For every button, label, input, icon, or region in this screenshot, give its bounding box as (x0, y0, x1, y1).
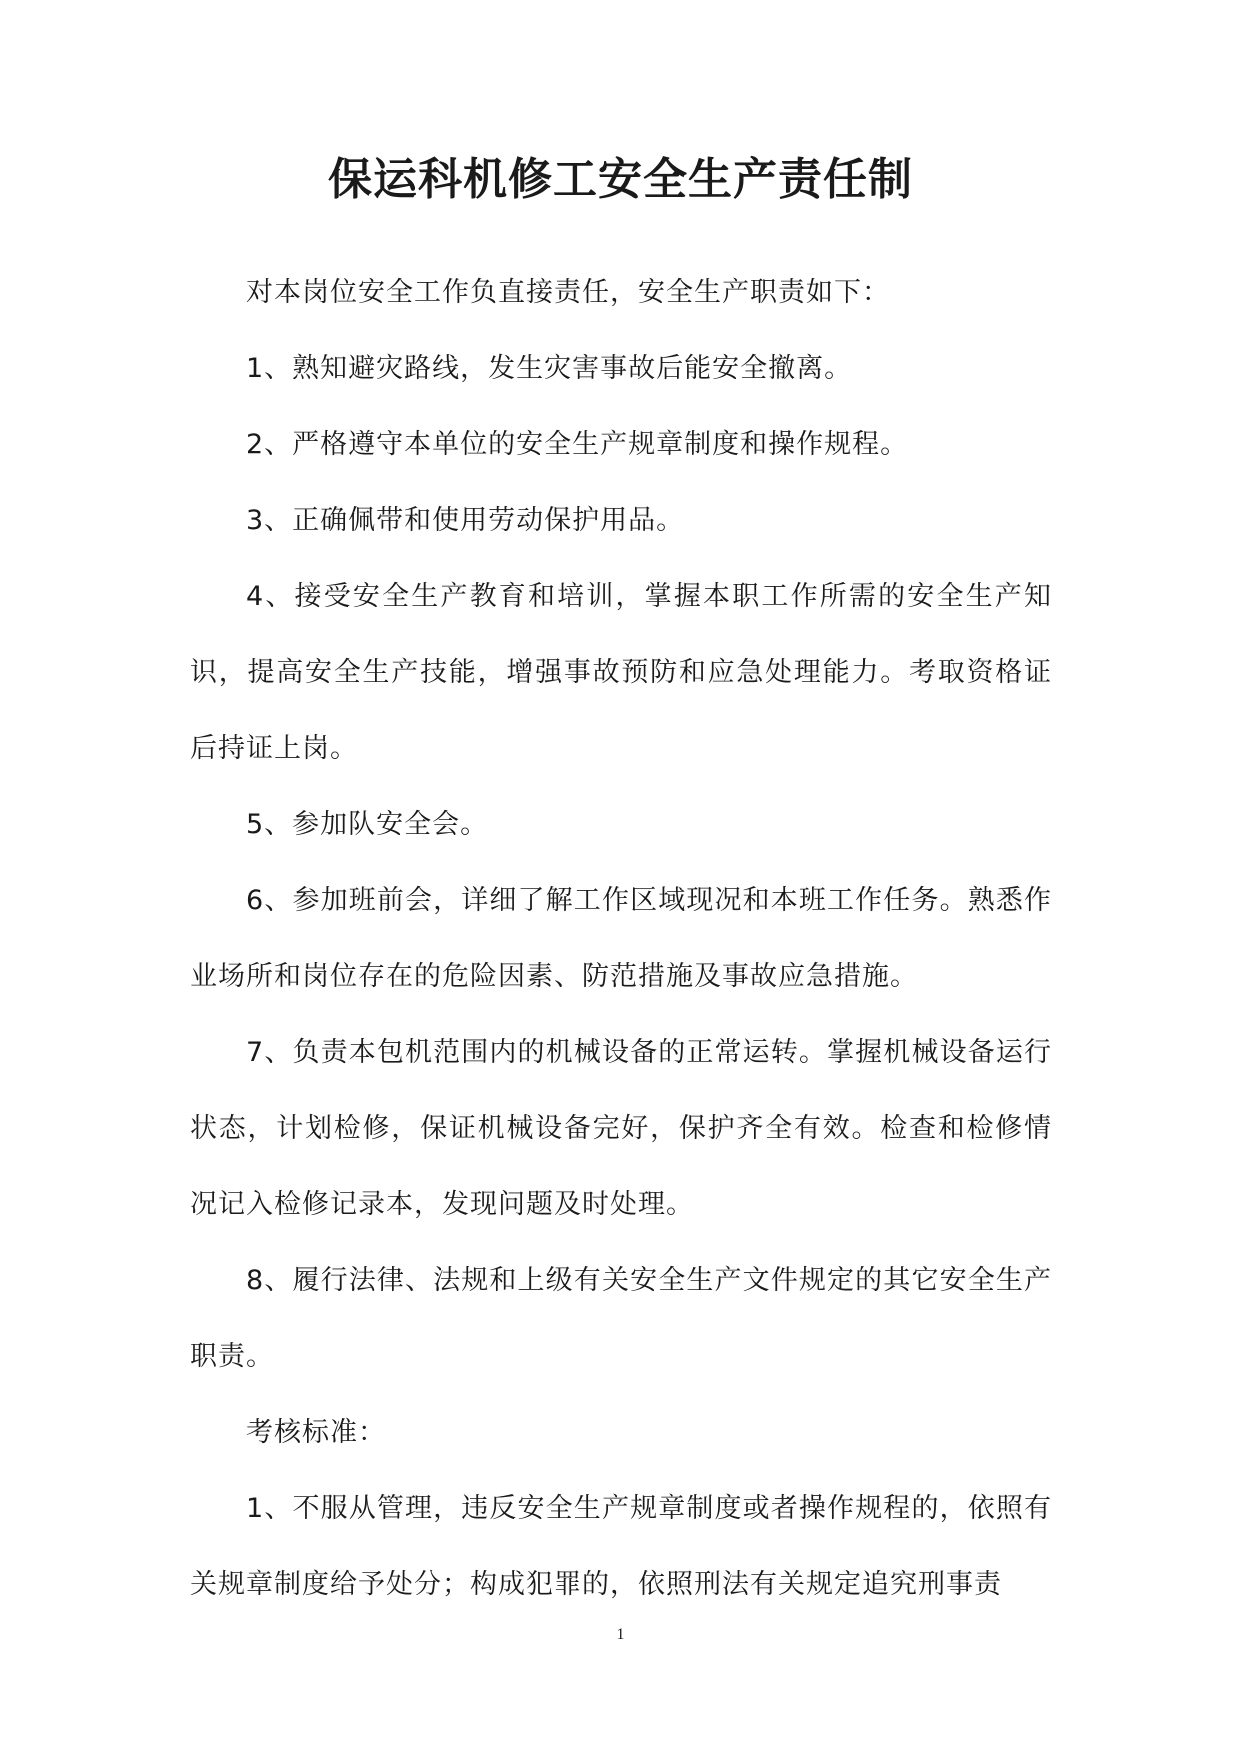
duty-item-2: 2、严格遵守本单位的安全生产规章制度和操作规程。 (246, 429, 909, 460)
duty-item-3: 3、正确佩带和使用劳动保护用品。 (246, 505, 685, 536)
duty-item-6: 6、参加班前会，详细了解工作区域现况和本班工作任务。熟悉作业场所和岗位存在的危险因素、防范措施及事故应急措施。 (190, 885, 1052, 992)
duty-item-4: 4、接受安全生产教育和培训，掌握本职工作所需的安全生产知识，提高安全生产技能，增强事故预防和应急处理能力。考取资格证后持证上岗。 (190, 581, 1052, 764)
duty-item-5: 5、参加队安全会。 (246, 809, 489, 840)
assessment-item-1: 1、不服从管理，违反安全生产规章制度或者操作规程的，依照有关规章制度给予处分；构成犯罪的，依照刑法有关规定追究刑事责 (190, 1493, 1052, 1600)
page-number: 1 (616, 1626, 625, 1643)
duty-item-7: 7、负责本包机范围内的机械设备的正常运转。掌握机械设备运行状态，计划检修，保证机械设备完好，保护齐全有效。检查和检修情况记入检修记录本，发现问题及时处理。 (190, 1037, 1052, 1220)
duty-item-1: 1、熟知避灾路线，发生灾害事故后能安全撤离。 (246, 353, 853, 384)
duty-item-8: 8、履行法律、法规和上级有关安全生产文件规定的其它安全生产职责。 (190, 1265, 1052, 1372)
document-body (190, 255, 1052, 1623)
intro-paragraph: 对本岗位安全工作负直接责任，安全生产职责如下： (246, 277, 890, 308)
document-title: 保运科机修工安全生产责任制 (328, 154, 913, 205)
assessment-heading: 考核标准： (246, 1417, 386, 1448)
